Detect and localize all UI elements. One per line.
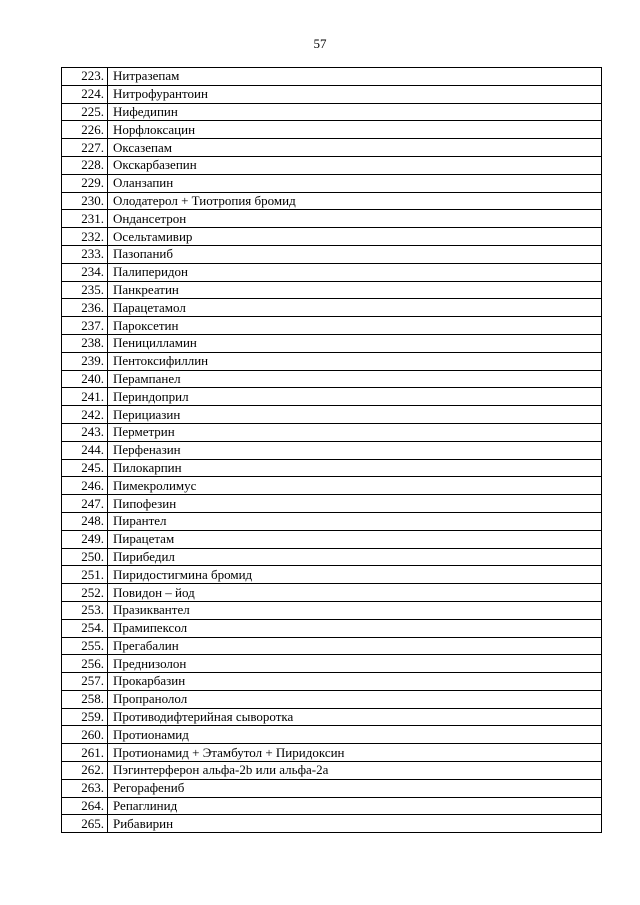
- drug-name: Перампанел: [108, 370, 602, 388]
- table-row: [62, 156, 602, 174]
- table-row: [62, 619, 602, 637]
- table-row: [62, 584, 602, 602]
- row-number: 226.: [62, 121, 108, 139]
- table-row: [62, 744, 602, 762]
- row-number: 238.: [62, 334, 108, 352]
- table-row: [62, 192, 602, 210]
- drug-name: Перметрин: [108, 423, 602, 441]
- row-number: 265.: [62, 815, 108, 833]
- drug-name: Празиквантел: [108, 601, 602, 619]
- table-row: [62, 281, 602, 299]
- drug-name: Регорафениб: [108, 779, 602, 797]
- row-number: 233.: [62, 245, 108, 263]
- row-number: 262.: [62, 762, 108, 780]
- row-number: 260.: [62, 726, 108, 744]
- row-number: 227.: [62, 139, 108, 157]
- table-row: [62, 495, 602, 513]
- row-number: 261.: [62, 744, 108, 762]
- drug-name: Оксазепам: [108, 139, 602, 157]
- drug-name: Осельтамивир: [108, 228, 602, 246]
- table-row: [62, 85, 602, 103]
- drug-name: Пирибедил: [108, 548, 602, 566]
- drug-name: Нитразепам: [108, 68, 602, 86]
- drug-name: Прамипексол: [108, 619, 602, 637]
- drug-name: Пимекролимус: [108, 477, 602, 495]
- table-row: [62, 726, 602, 744]
- table-row: [62, 263, 602, 281]
- drug-name: Палиперидон: [108, 263, 602, 281]
- row-number: 237.: [62, 317, 108, 335]
- drug-name: Олодатерол + Тиотропия бромид: [108, 192, 602, 210]
- drug-name: Пирацетам: [108, 530, 602, 548]
- row-number: 230.: [62, 192, 108, 210]
- table-row: [62, 815, 602, 833]
- row-number: 246.: [62, 477, 108, 495]
- row-number: 234.: [62, 263, 108, 281]
- drug-name: Пирантел: [108, 512, 602, 530]
- row-number: 241.: [62, 388, 108, 406]
- row-number: 263.: [62, 779, 108, 797]
- drug-name: Протионамид: [108, 726, 602, 744]
- table-row: [62, 139, 602, 157]
- drug-name: Рибавирин: [108, 815, 602, 833]
- row-number: 243.: [62, 423, 108, 441]
- table-row: [62, 477, 602, 495]
- row-number: 245.: [62, 459, 108, 477]
- table-row: [62, 423, 602, 441]
- row-number: 247.: [62, 495, 108, 513]
- drug-name: Ондансетрон: [108, 210, 602, 228]
- table-row: [62, 121, 602, 139]
- drug-name: Пентоксифиллин: [108, 352, 602, 370]
- row-number: 255.: [62, 637, 108, 655]
- row-number: 232.: [62, 228, 108, 246]
- drug-name: Пропранолол: [108, 690, 602, 708]
- drug-name: Пипофезин: [108, 495, 602, 513]
- row-number: 225.: [62, 103, 108, 121]
- drug-name: Пэгинтерферон альфа-2b или альфа-2a: [108, 762, 602, 780]
- row-number: 250.: [62, 548, 108, 566]
- drug-name: Окскарбазепин: [108, 156, 602, 174]
- drug-name: Прокарбазин: [108, 673, 602, 691]
- row-number: 264.: [62, 797, 108, 815]
- table-row: [62, 299, 602, 317]
- row-number: 242.: [62, 406, 108, 424]
- row-number: 235.: [62, 281, 108, 299]
- row-number: 224.: [62, 85, 108, 103]
- table-row: [62, 441, 602, 459]
- table-row: [62, 797, 602, 815]
- table-row: [62, 68, 602, 86]
- table-row: [62, 388, 602, 406]
- drug-name: Норфлоксацин: [108, 121, 602, 139]
- row-number: 254.: [62, 619, 108, 637]
- drug-name: Нитрофурантоин: [108, 85, 602, 103]
- table-row: [62, 548, 602, 566]
- table-row: [62, 566, 602, 584]
- row-number: 223.: [62, 68, 108, 86]
- row-number: 244.: [62, 441, 108, 459]
- drug-name: Нифедипин: [108, 103, 602, 121]
- drug-name: Репаглинид: [108, 797, 602, 815]
- drug-name: Пароксетин: [108, 317, 602, 335]
- drug-name: Парацетамол: [108, 299, 602, 317]
- drug-name: Оланзапин: [108, 174, 602, 192]
- row-number: 236.: [62, 299, 108, 317]
- row-number: 231.: [62, 210, 108, 228]
- table-row: [62, 406, 602, 424]
- table-row: [62, 601, 602, 619]
- table-row: [62, 708, 602, 726]
- row-number: 249.: [62, 530, 108, 548]
- row-number: 240.: [62, 370, 108, 388]
- table-row: [62, 690, 602, 708]
- drug-name: Противодифтерийная сыворотка: [108, 708, 602, 726]
- row-number: 258.: [62, 690, 108, 708]
- row-number: 239.: [62, 352, 108, 370]
- row-number: 229.: [62, 174, 108, 192]
- row-number: 228.: [62, 156, 108, 174]
- table-row: [62, 655, 602, 673]
- table-row: [62, 228, 602, 246]
- table-row: [62, 245, 602, 263]
- table-row: [62, 673, 602, 691]
- table-row: [62, 103, 602, 121]
- table-row: [62, 334, 602, 352]
- row-number: 251.: [62, 566, 108, 584]
- drug-name: Перфеназин: [108, 441, 602, 459]
- row-number: 259.: [62, 708, 108, 726]
- table-row: [62, 459, 602, 477]
- row-number: 252.: [62, 584, 108, 602]
- table-row: [62, 210, 602, 228]
- row-number: 256.: [62, 655, 108, 673]
- drug-name: Периндоприл: [108, 388, 602, 406]
- table-row: [62, 637, 602, 655]
- drug-name: Повидон – йод: [108, 584, 602, 602]
- table-row: [62, 512, 602, 530]
- drug-list-table: [61, 67, 602, 833]
- drug-name: Пазопаниб: [108, 245, 602, 263]
- drug-list-body: [62, 68, 602, 833]
- row-number: 257.: [62, 673, 108, 691]
- drug-name: Перициазин: [108, 406, 602, 424]
- drug-name: Прегабалин: [108, 637, 602, 655]
- table-row: [62, 352, 602, 370]
- page-number: 57: [313, 36, 327, 51]
- row-number: 248.: [62, 512, 108, 530]
- table-row: [62, 370, 602, 388]
- table-row: [62, 530, 602, 548]
- drug-name: Пеницилламин: [108, 334, 602, 352]
- drug-name: Протионамид + Этамбутол + Пиридоксин: [108, 744, 602, 762]
- drug-name: Пилокарпин: [108, 459, 602, 477]
- drug-name: Пиридостигмина бромид: [108, 566, 602, 584]
- drug-name: Панкреатин: [108, 281, 602, 299]
- table-row: [62, 762, 602, 780]
- table-row: [62, 174, 602, 192]
- table-row: [62, 779, 602, 797]
- row-number: 253.: [62, 601, 108, 619]
- drug-name: Преднизолон: [108, 655, 602, 673]
- table-row: [62, 317, 602, 335]
